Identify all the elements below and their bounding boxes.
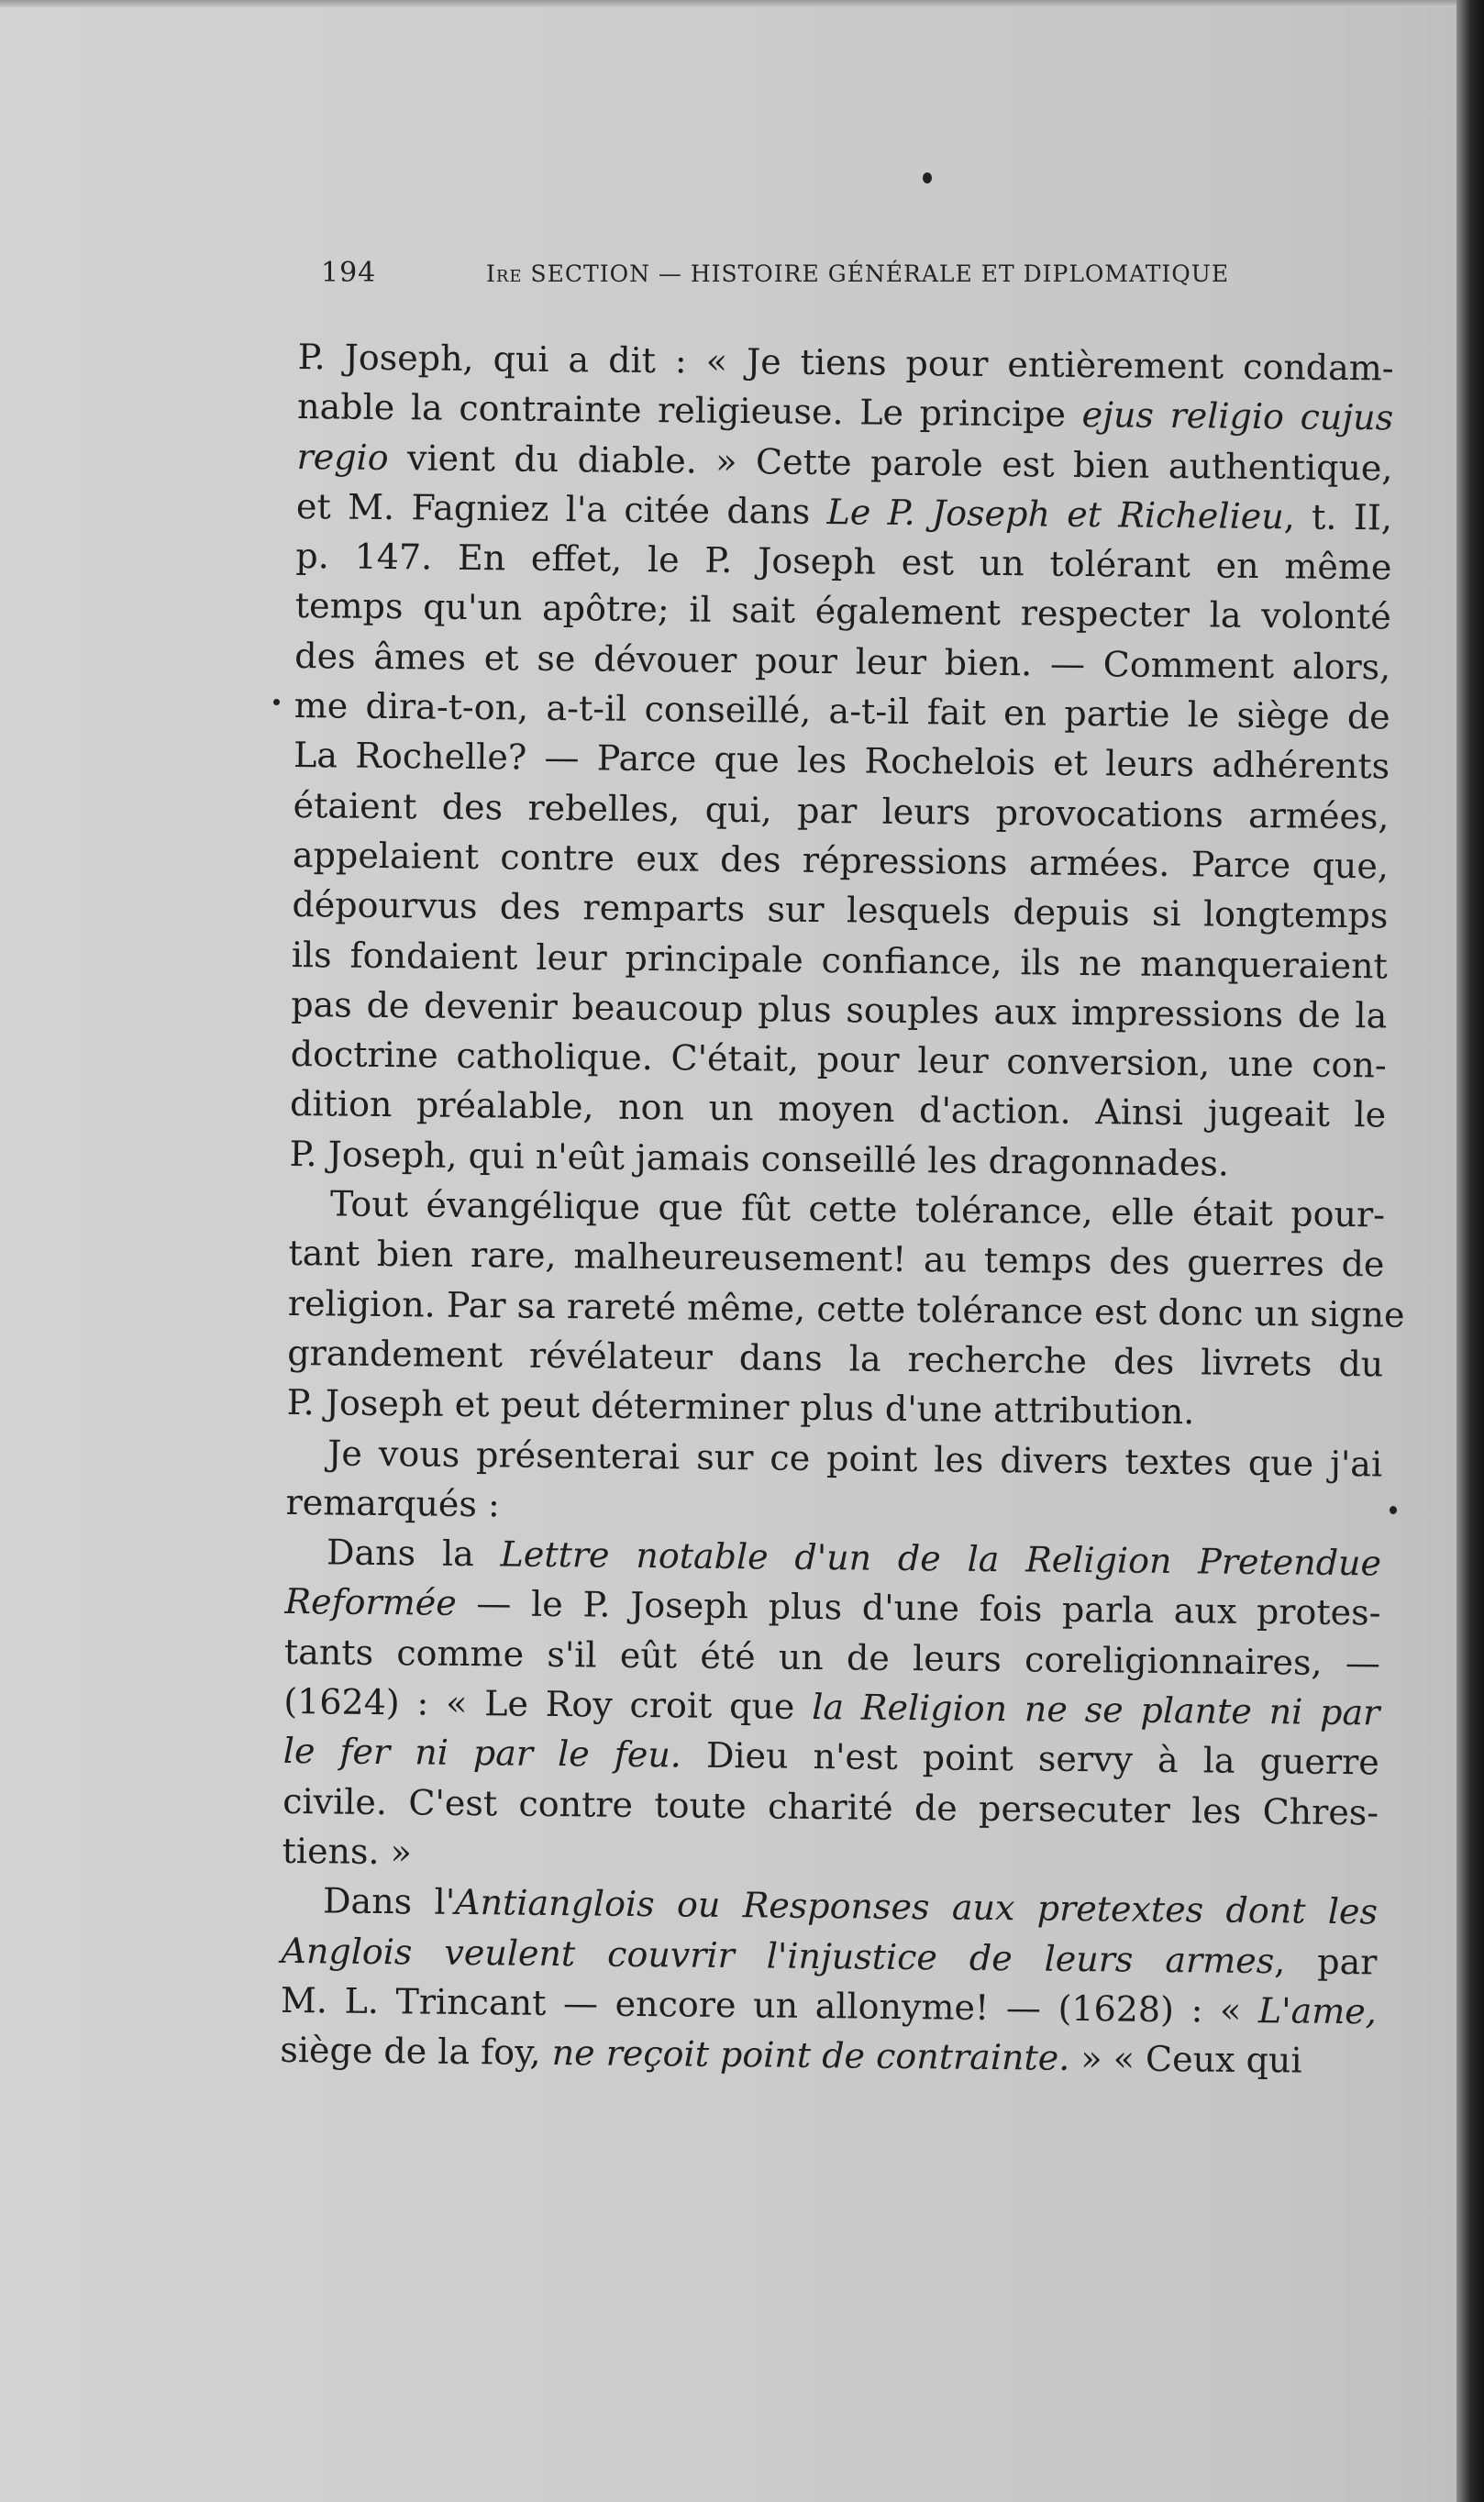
ink-speck [923, 172, 932, 183]
running-header [321, 257, 1266, 293]
text-span: grandement révélateur dans la recherche des livrets du [287, 1332, 1384, 1385]
text-span: me dira-t-on, a-t-il conseillé, a-t-il fait en partie le siège de [293, 685, 1390, 737]
italic-span: Le P. Joseph et Richelieu [826, 491, 1284, 537]
italic-span: Anglois veulent couvrir l'injustice de leurs armes [281, 1930, 1275, 1981]
text-span: La Rochelle? — Parce que les Rochelois et leurs adhérents [293, 735, 1390, 787]
text-span: dition préalable, non un moyen d'action. Ainsi jugeait le [289, 1083, 1387, 1135]
text-span: étaient des rebelles, qui, par leurs provocations armées, [293, 784, 1390, 837]
text-span: et M. Fagniez l'a citée dans [295, 485, 827, 532]
text-span: temps qu'un apôtre; il sait également respecter la volonté [294, 585, 1392, 637]
text-span: religion. Par sa rareté même, cette tolérance est donc un signe [287, 1282, 1405, 1335]
text-span: Dieu n'est point servy à la guerre [681, 1734, 1379, 1783]
ink-speck [273, 699, 280, 705]
italic-span: Antianglois ou Responses aux pretextes dont les [454, 1882, 1379, 1932]
text-span: Je vous présenterai sur ce point les divers textes que j'ai [327, 1432, 1383, 1484]
page-number: 194 [321, 257, 377, 289]
italic-span: L'ame, [1257, 1989, 1378, 2032]
text-span: des âmes et se dévouer pour leur bien. — Comment alors, [294, 635, 1391, 688]
text-span: , par [1274, 1940, 1378, 1982]
text-span: tiens. » [282, 1830, 413, 1873]
text-span: remarqués : [285, 1481, 501, 1525]
italic-span: Lettre notable d'un de la Religion Pretendue [500, 1533, 1382, 1584]
text-span: dépourvus des remparts sur lesquels depuis si longtemps [292, 884, 1389, 936]
ink-speck [1390, 1506, 1397, 1514]
italic-span: ne reçoit point de contrainte. [551, 2032, 1070, 2079]
text-span: Dans la [326, 1532, 501, 1575]
italic-span: Reformée [284, 1581, 457, 1624]
body-text [280, 332, 1405, 2087]
text-span: nable la contrainte religieuse. Le principe [296, 386, 1082, 436]
text-span: » « Ceux qui [1069, 2038, 1302, 2081]
text-span: civile. C'est contre toute charité de persecuter les Chres- [282, 1780, 1379, 1833]
text-span: tants comme s'il eût été un de leurs coreligionnaires, — [283, 1631, 1381, 1684]
text-span: M. L. Trincant — encore un allonyme! — (1628) : « [280, 1979, 1259, 2031]
text-span: P. Joseph, qui n'eût jamais conseillé les dragonnades. [289, 1133, 1230, 1184]
italic-span: ejus religio cujus [1081, 394, 1394, 438]
text-span: , t. II, [1283, 496, 1393, 538]
text-span: p. 147. En effet, le P. Joseph est un tolérant en même [295, 536, 1392, 588]
text-span: — le P. Joseph plus d'une fois parla aux protes- [456, 1583, 1381, 1633]
scan-binding-edge [1456, 0, 1484, 2502]
running-title: Ire SECTION — HISTOIRE GÉNÉRALE ET DIPLOMATIQUE [486, 260, 1230, 287]
text-span: (1624) : « Le Roy croit que [283, 1680, 813, 1727]
italic-span: le fer ni par le feu. [282, 1731, 682, 1776]
text-span: P. Joseph et peut déterminer plus d'une attribution. [286, 1382, 1195, 1433]
text-span: doctrine catholique. C'était, pour leur conversion, une con- [290, 1034, 1387, 1086]
text-span: Dans l' [322, 1880, 456, 1923]
italic-span: la Religion ne se plante ni par [812, 1686, 1380, 1733]
text-span: P. Joseph, qui a dit : « Je tiens pour entièrement condam- [297, 336, 1394, 389]
text-span: tant bien rare, malheureusement! au temps des guerres de [288, 1233, 1385, 1285]
text-span: Tout évangélique que fût cette tolérance, elle était pour- [329, 1183, 1386, 1235]
italic-span: regio [296, 436, 389, 478]
text-span: ils fondaient leur principale confiance, ils ne manqueraient [291, 934, 1389, 987]
text-span: appelaient contre eux des répressions armées. Parce que, [292, 834, 1390, 887]
text-span: vient du diable. » Cette parole est bien authentique, [388, 437, 1393, 489]
text-span: siège de la foy, [280, 2029, 552, 2074]
scan-top-edge [0, 0, 1484, 7]
text-span: pas de devenir beaucoup plus souples aux impressions de la [291, 983, 1388, 1036]
